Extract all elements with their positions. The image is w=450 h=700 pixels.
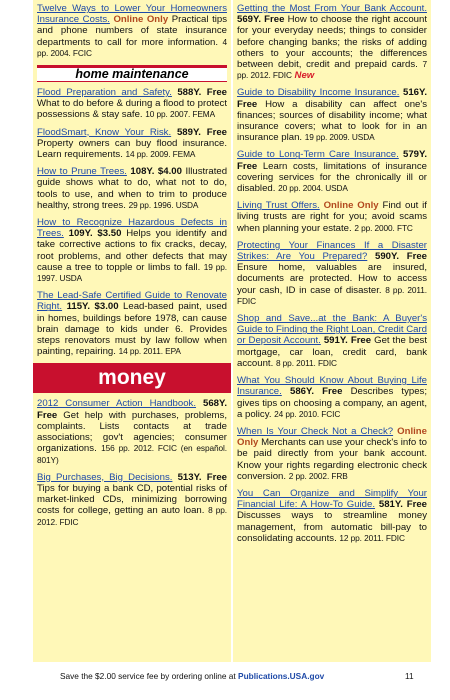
entry-code: 588Y. Free	[177, 87, 227, 99]
left-column	[33, 0, 231, 662]
entry-info: 20 pp. 2004. USDA	[278, 183, 348, 194]
entry-info: 10 pp. 2007. FEMA	[145, 109, 216, 120]
section-header-home-maintenance: home maintenance	[37, 65, 227, 82]
entry-info: 2 pp. 2000. FTC	[354, 222, 413, 233]
footer-note	[60, 670, 324, 682]
entry-title-link[interactable]: How to Prune Trees.	[37, 166, 127, 178]
entry-title-link[interactable]: FloodSmart, Know Your Risk.	[37, 126, 172, 138]
entry-disability-insurance	[237, 87, 427, 143]
entry-title-link[interactable]: You Can Organize and Simplify Your Financial Life: A How-To Guide.	[237, 487, 427, 511]
entry-info: 8 pp. 2011. FDIC	[275, 357, 337, 368]
entry-code: 115Y. $3.00	[66, 301, 119, 313]
entry-title-link[interactable]: Getting the Most From Your Bank Account.	[237, 3, 427, 14]
entry-description: Describes types; gives tips on choosing a company, an agent, a policy.	[237, 386, 428, 420]
entry-description: Lead-based paint, used in homes, buildings before 1978, can cause brain damage to kids under 6. Provides steps renovators must by law follow when painting, repairing.	[37, 301, 227, 358]
entry-title-link[interactable]: What You Should Know About Buying Life Insurance.	[237, 375, 427, 398]
new-badge: New	[294, 70, 315, 82]
entry-title-link[interactable]: Big Purchases, Big Decisions.	[37, 471, 173, 483]
entry-info: 29 pp. 1996. USDA	[128, 199, 199, 210]
entry-code: 108Y. $4.00	[130, 166, 182, 178]
entry-description: Illustrated guide shows what to do, what not to do, tools to use, and when to trim to produce healthy, strong trees.	[37, 166, 228, 211]
entry-disaster-finances	[237, 240, 427, 307]
entry-description: Get the best mortgage, car loan, credit card, bank account.	[237, 335, 428, 369]
entry-intro	[37, 3, 227, 59]
entry-description: What to do before & during a flood to protect possessions & stay safe.	[37, 98, 227, 121]
entry-description: Find out if living trusts are right for you; avoid scams when planning your estate.	[237, 200, 427, 234]
entry-life-insurance	[237, 375, 427, 420]
online-only-label: Online Only	[323, 200, 379, 212]
entry-description: Helps you identify and take corrective actions to fix cracks, decay, root problems, and other defects that may cause a tree to topple or limbs to fall.	[37, 228, 228, 273]
entry-description: Discusses ways to streamline money management, from automatic bill-pay to consolidating accounts.	[237, 510, 427, 544]
entry-title-link[interactable]: 2012 Consumer Action Handbook.	[37, 398, 197, 410]
entry-shop-and-save	[237, 313, 427, 369]
entry-info: 24 pp. 2010. FCIC	[274, 408, 341, 419]
entry-code: 589Y. Free	[176, 126, 227, 138]
entry-info: 14 pp. 2011. EPA	[118, 346, 181, 357]
entry-code: 586Y. Free	[289, 386, 343, 398]
entry-title-link[interactable]: When Is Your Check Not a Check?	[237, 425, 394, 437]
page-footer	[0, 668, 450, 688]
entry-info: 156 pp. 2012. FCIC (en español. 801Y)	[37, 443, 227, 465]
entry-big-purchases	[37, 472, 227, 528]
footer-note-text: Save the $2.00 service fee by ordering online at	[60, 671, 236, 681]
entry-title-link[interactable]: Twelve Ways to Lower Your Homeowners Insurance Costs.	[37, 3, 227, 26]
entry-info: 2 pp. 2002. FRB	[288, 470, 348, 481]
entry-code: 579Y. Free	[237, 149, 427, 172]
entry-description: How a disability can affect one's finances; sources of disability income; what insurance covers; what to look for in an insurance plan.	[237, 98, 427, 144]
entry-title-link[interactable]: Protecting Your Finances If a Disaster Strikes: Are You Prepared?	[237, 239, 427, 263]
entry-code: 109Y. $3.50	[68, 228, 122, 240]
entry-title-link[interactable]: Shop and Save...at the Bank: A Buyer's Guide to Finding the Right Loan, Credit Card or Deposit Account.	[237, 313, 427, 347]
entry-code: 591Y. Free	[323, 335, 372, 347]
footer-site-link[interactable]: Publications.USA.gov	[238, 671, 325, 681]
entry-code: 568Y. Free	[37, 398, 227, 421]
entry-code: 516Y. Free	[237, 87, 427, 110]
entry-info: 7 pp. 2012. FDIC	[237, 59, 427, 81]
entry-hazardous-trees	[37, 217, 227, 284]
entry-title-link[interactable]: How to Recognize Hazardous Defects in Trees.	[37, 217, 227, 240]
entry-consumer-handbook	[37, 398, 227, 465]
online-only-label: Online Only	[113, 14, 169, 26]
entry-info: 8 pp. 2012. FDIC	[37, 505, 227, 527]
entry-lead-safe	[37, 290, 227, 357]
entry-title-link[interactable]: The Lead-Safe Certified Guide to Renovate Right.	[37, 290, 227, 313]
entry-code: 569Y. Free	[237, 14, 285, 26]
entry-floodsmart	[37, 127, 227, 161]
entry-description: Get help with purchases, problems, complaints. Lists contacts at trade associations; gov't agencies; consumer organizations.	[37, 409, 227, 455]
right-column	[233, 0, 431, 662]
entry-living-trust	[237, 200, 427, 234]
entry-title-link[interactable]: Flood Preparation and Safety.	[37, 87, 172, 99]
entry-code: 581Y. Free	[378, 499, 427, 511]
entry-title-link[interactable]: Guide to Disability Income Insurance.	[237, 87, 400, 99]
entry-info: 19 pp. 1997. USDA	[37, 261, 228, 284]
online-only-label: Online Only	[237, 425, 427, 449]
entry-info: 4 pp. 2004. FCIC	[37, 36, 227, 58]
entry-check-not-check	[237, 426, 427, 482]
entry-description: Practical tips and phone numbers of state insurance departments to call for more information.	[37, 14, 228, 48]
entry-flood-preparation	[37, 87, 227, 121]
entry-title-link[interactable]: Guide to Long-Term Care Insurance.	[237, 149, 399, 161]
entry-code: 590Y. Free	[375, 251, 427, 263]
entry-bank-account	[237, 3, 427, 81]
entry-title-link[interactable]: Living Trust Offers.	[237, 200, 320, 212]
entry-info: 19 pp. 2009. USDA	[304, 132, 375, 143]
entry-description: Property owners can buy flood insurance. Learn requirements.	[37, 137, 227, 161]
entry-description: Learn costs, limitations of insurance covering services for the chronically ill or disabled.	[237, 160, 427, 195]
entry-description: Merchants can use your check's info to be paid directly from your bank account. Know your rights regarding electronic check conversion.	[237, 437, 427, 482]
entry-long-term-care	[237, 149, 427, 194]
entry-info: 8 pp. 2011. FDIC	[237, 284, 427, 306]
page-number: 11	[405, 671, 414, 681]
entry-info: 14 pp. 2009. FEMA	[125, 149, 196, 160]
entry-info: 12 pp. 2011. FDIC	[339, 532, 405, 543]
entry-organize-financial-life	[237, 488, 427, 544]
section-header-money: money	[33, 363, 231, 393]
entry-code: 513Y. Free	[177, 471, 227, 483]
entry-description: How to choose the right account for your everyday needs; things to consider before changing banks; the risks of adding others to your accounts; the differences between debit, credit and prepaid cards.	[237, 14, 428, 71]
entry-prune-trees	[37, 166, 227, 211]
entry-description: Ensure home, valuables are insured, documents are protected. How to access your cash, ID in case of disaster.	[237, 262, 427, 296]
entry-description: Tips for buying a bank CD, potential risks of market-linked CDs, minimizing borrowing costs for college, getting an auto loan.	[37, 482, 227, 517]
